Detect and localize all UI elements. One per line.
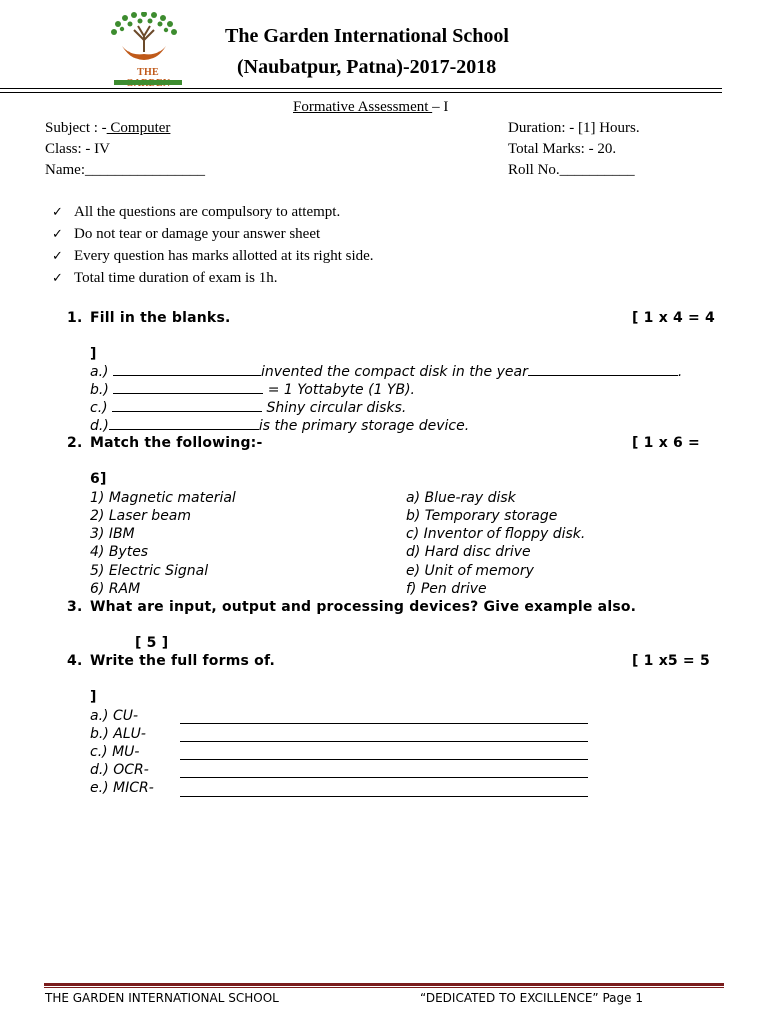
match-right-item: a) Blue-ray disk xyxy=(406,490,516,506)
school-name: The Garden International School xyxy=(225,25,509,47)
instruction-item xyxy=(52,248,374,265)
assessment-title-main: Formative Assessment xyxy=(293,99,433,115)
item-label: a.) xyxy=(90,364,109,380)
item-text: MICR- xyxy=(112,780,154,796)
q3-marks: [ 5 ] xyxy=(135,635,169,651)
item-label: e.) xyxy=(90,780,109,796)
class-line: Class: - IV xyxy=(45,141,110,157)
logo-text: THE xyxy=(137,67,159,78)
match-left-item: 1) Magnetic material xyxy=(90,490,236,506)
answer-blank[interactable] xyxy=(113,381,263,394)
instruction-text: Total time duration of exam is 1h. xyxy=(74,270,278,286)
instruction-text: Do not tear or damage your answer sheet xyxy=(74,226,321,242)
match-right-item: f) Pen drive xyxy=(406,581,487,597)
footer-rule-thick xyxy=(44,983,724,986)
q4-item-a xyxy=(90,708,138,724)
q1-text: Fill in the blanks. xyxy=(90,310,231,326)
match-right-item: c) Inventor of floppy disk. xyxy=(406,526,586,542)
q1-marks: [ 1 x 4 = 4 xyxy=(632,310,715,326)
q4-item-e xyxy=(90,780,154,796)
item-text: is the primary storage device. xyxy=(258,418,470,434)
answer-line[interactable] xyxy=(180,777,588,778)
q4-marks-end: ] xyxy=(90,689,97,705)
subject-line xyxy=(45,120,170,137)
answer-blank[interactable] xyxy=(528,363,678,376)
q1-marks-end: ] xyxy=(90,346,97,362)
duration-line: Duration: - [1] Hours. xyxy=(508,120,640,136)
subject-value: Computer xyxy=(106,120,171,136)
logo-underbar xyxy=(114,80,182,85)
item-label: d.) xyxy=(90,762,109,778)
match-right-item: b) Temporary storage xyxy=(406,508,558,524)
item-text: invented the compact disk in the year xyxy=(260,364,528,380)
q2-number: 2. xyxy=(67,435,83,451)
subject-label: Subject : - xyxy=(45,120,107,136)
match-left-item: 4) Bytes xyxy=(90,544,149,560)
header-rule-bottom xyxy=(0,92,722,93)
item-label: b.) xyxy=(90,726,109,742)
page-number: Page 1 xyxy=(602,991,643,1005)
match-left-item: 5) Electric Signal xyxy=(90,563,209,579)
footer-motto: “DEDICATED TO EXCILLENCE” xyxy=(420,991,599,1005)
item-label: b.) xyxy=(90,382,109,398)
q2-marks-end: 6] xyxy=(90,471,107,487)
q2-text: Match the following:- xyxy=(90,435,263,451)
check-icon: ✓ xyxy=(52,205,63,220)
match-right-item: d) Hard disc drive xyxy=(406,544,531,560)
item-label: a.) xyxy=(90,708,109,724)
item-text: Shiny circular disks. xyxy=(262,400,407,416)
roll-no-line: Roll No.__________ xyxy=(508,162,635,178)
tree-icon xyxy=(108,12,184,68)
q1-number: 1. xyxy=(67,310,83,326)
answer-line[interactable] xyxy=(180,741,588,742)
item-text: OCR- xyxy=(113,762,149,778)
instruction-item xyxy=(52,226,320,243)
q2-marks: [ 1 x 6 = xyxy=(632,435,700,451)
check-icon: ✓ xyxy=(52,271,63,286)
assessment-title xyxy=(293,99,448,116)
instruction-item xyxy=(52,270,278,287)
item-text: ALU- xyxy=(113,726,146,742)
footer-rule-thin xyxy=(44,987,724,988)
item-label: d.) xyxy=(90,418,109,434)
q3-text: What are input, output and processing devices? Give example also. xyxy=(90,599,637,615)
q4-item-c xyxy=(90,744,139,760)
match-right-item: e) Unit of memory xyxy=(406,563,534,579)
item-label: c.) xyxy=(90,400,108,416)
footer-school-name: THE GARDEN INTERNATIONAL SCHOOL xyxy=(45,991,279,1005)
item-end: . xyxy=(677,364,683,380)
name-line: Name:________________ xyxy=(45,162,205,178)
header-rule-top xyxy=(0,88,722,89)
q4-number: 4. xyxy=(67,653,83,669)
check-icon: ✓ xyxy=(52,249,63,264)
q1-item-d xyxy=(90,417,469,434)
assessment-title-suffix: – I xyxy=(432,99,449,115)
q1-item-c xyxy=(90,399,406,416)
answer-blank[interactable] xyxy=(112,399,262,412)
match-left-item: 2) Laser beam xyxy=(90,508,192,524)
answer-blank[interactable] xyxy=(113,363,261,376)
check-icon: ✓ xyxy=(52,227,63,242)
match-left-item: 6) RAM xyxy=(90,581,141,597)
item-text: = 1 Yottabyte (1 YB). xyxy=(263,382,416,398)
instruction-text: Every question has marks allotted at its right side. xyxy=(74,248,374,264)
q3-number: 3. xyxy=(67,599,83,615)
answer-blank[interactable] xyxy=(109,417,259,430)
q1-item-a xyxy=(90,363,682,380)
answer-line[interactable] xyxy=(180,796,588,797)
school-location: (Naubatpur, Patna)-2017-2018 xyxy=(237,56,497,78)
instruction-item xyxy=(52,204,340,221)
answer-line[interactable] xyxy=(180,759,588,760)
q4-marks: [ 1 x5 = 5 xyxy=(632,653,710,669)
match-left-item: 3) IBM xyxy=(90,526,135,542)
item-label: c.) xyxy=(90,744,108,760)
q4-item-d xyxy=(90,762,149,778)
item-text: CU- xyxy=(112,708,139,724)
total-marks-line: Total Marks: - 20. xyxy=(508,141,617,157)
footer-motto-page xyxy=(420,991,643,1005)
q1-item-b xyxy=(90,381,415,398)
instruction-text: All the questions are compulsory to attempt. xyxy=(74,204,341,220)
item-text: MU- xyxy=(112,744,140,760)
q4-item-b xyxy=(90,726,146,742)
q4-text: Write the full forms of. xyxy=(90,653,275,669)
school-logo xyxy=(108,12,184,84)
answer-line[interactable] xyxy=(180,723,588,724)
